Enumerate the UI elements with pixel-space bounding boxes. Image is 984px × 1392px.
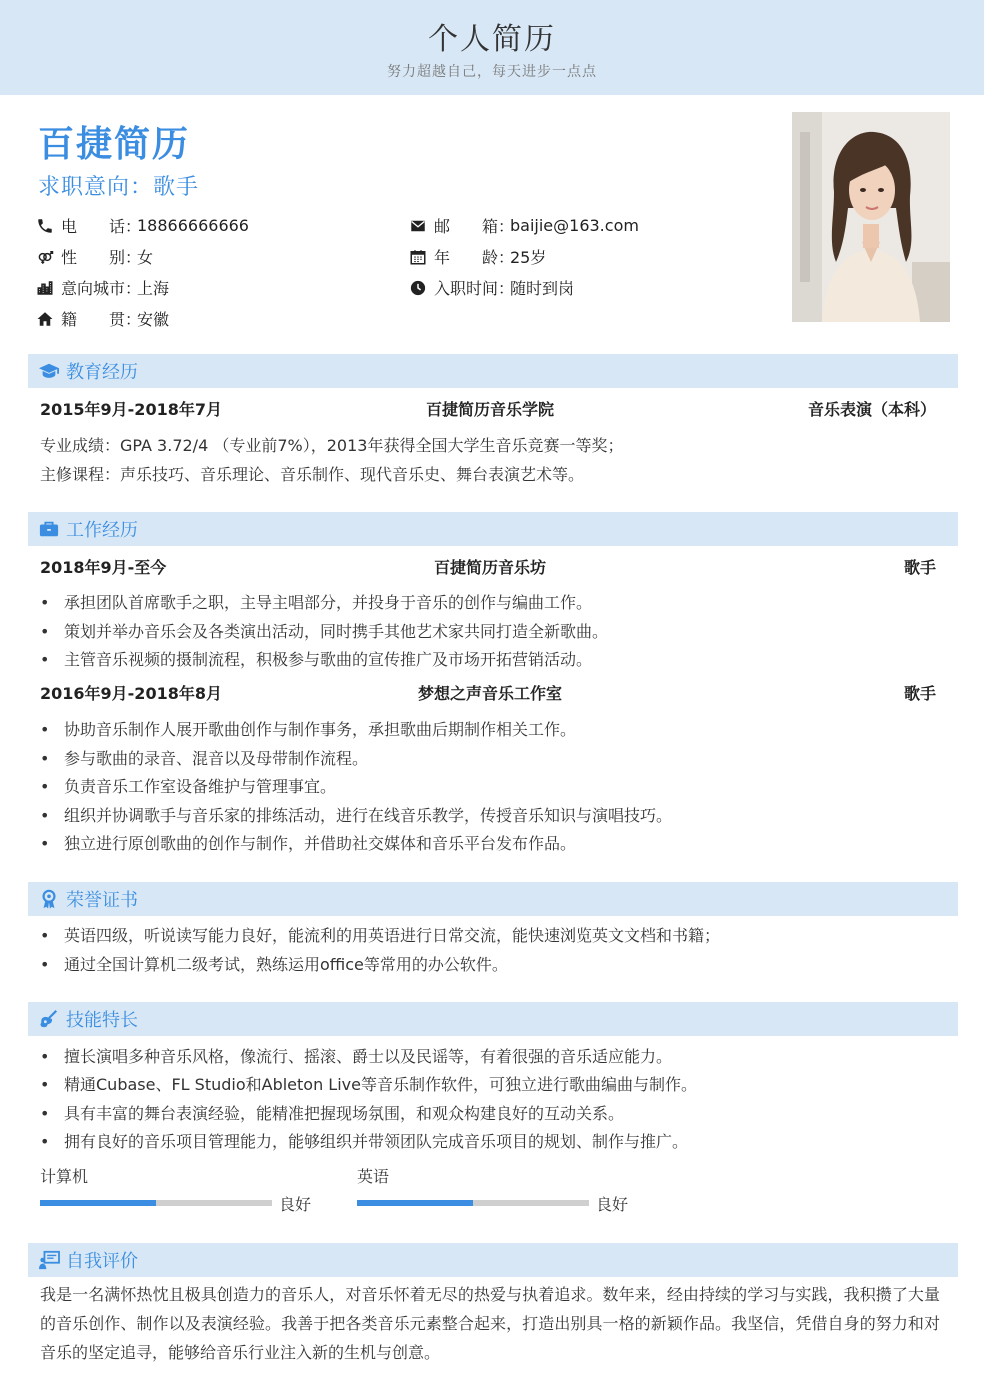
phone-icon [36,217,54,235]
honor-item: • 英语四级，听说读写能力良好，能流利的用英语进行日常交流，能快速浏览英文文档和书籍； [40,923,720,946]
section-skills-header [28,1002,958,1036]
skill-level-fill [357,1200,473,1206]
phone-value: 18866666666 [137,216,249,235]
gender-label: 性 别： [61,248,142,267]
work-item: • 主管音乐视频的摄制流程，积极参与歌曲的宣传推广及市场开拓营销活动。 [40,647,592,670]
start-field [409,276,574,299]
section-education-header [28,354,958,388]
job-objective: 求职意向：歌手 [38,175,200,200]
candidate-name: 百捷简历 [38,124,191,165]
honor-item: • 通过全国计算机二级考试，熟练运用office等常用的办公软件。 [40,952,508,975]
gender-value: 女 [137,248,154,267]
profile-photo [792,112,950,322]
home-icon [36,310,54,328]
section-honors-title: 荣誉证书 [66,890,138,911]
education-degree: 音乐表演（本科） [807,400,936,419]
age-value: 25岁 [510,248,547,267]
start-value: 随时到岗 [510,279,575,298]
work-item: • 独立进行原创歌曲的创作与制作，并借助社交媒体和音乐平台发布作品。 [40,831,576,854]
work-role: 歌手 [903,684,936,703]
section-honors-header [28,882,958,916]
city-label: 意向城市： [61,279,142,298]
work-period: 2016年9月-2018年8月 [40,684,222,703]
age-label: 年 龄： [434,248,515,267]
origin-field [36,307,169,330]
email-value: baijie@163.com [510,216,639,235]
age-field [409,245,546,268]
skill-item: • 擅长演唱多种音乐风格，像流行、摇滚、爵士以及民谣等，有着很强的音乐适应能力。 [40,1044,672,1067]
envelope-icon [409,217,427,235]
skill-level-text: 良好 [279,1195,312,1214]
work-item: • 策划并举办音乐会及各类演出活动，同时携手其他艺术家共同打造全新歌曲。 [40,619,608,642]
education-row [40,397,940,421]
city-icon [36,279,54,297]
start-label: 入职时间： [434,279,515,298]
work-company: 梦想之声音乐工作室 [417,684,562,703]
page-title: 个人简历 [428,22,556,57]
city-field [36,276,169,299]
guitar-icon [38,1009,60,1029]
section-work-title: 工作经历 [66,520,138,541]
work-item: • 负责音乐工作室设备维护与管理事宜。 [40,774,336,797]
award-icon [38,889,60,909]
education-period: 2015年9月-2018年7月 [40,400,222,419]
calendar-icon [409,248,427,266]
work-row [40,681,940,705]
graduation-cap-icon [38,361,60,381]
phone-label: 电 话： [61,217,142,236]
skill-level-name: 英语 [357,1167,390,1186]
top-banner [0,0,984,95]
city-value: 上海 [137,279,170,298]
origin-label: 籍 贯： [61,310,142,329]
page-slogan: 努力超越自己，每天进步一点点 [387,64,597,80]
email-label: 邮 箱： [434,217,515,236]
self-evaluation-text: 我是一名满怀热忱且极具创造力的音乐人，对音乐怀着无尽的热爱与执着追求。数年来，经由持续的学习与实践，我积攒了大量的音乐创作、制作以及表演经验。我善于把各类音乐元素整合起来，打造出别具一格的新颖作品。我坚信，凭借自身的努力和对音乐的坚定追寻，能够给音乐行业注入新的生机与创意。 [40,1285,940,1362]
education-line: 主修课程：声乐技巧、音乐理论、音乐制作、现代音乐史、舞台表演艺术等。 [40,465,585,484]
skill-item: • 精通Cubase、FL Studio和Ableton Live等音乐制作软件，可独立进行歌曲编曲与制作。 [40,1072,697,1095]
origin-value: 安徽 [137,310,170,329]
section-self-title: 自我评价 [66,1251,138,1272]
presentation-icon [38,1250,60,1270]
work-period: 2018年9月-至今 [40,558,167,577]
work-item: • 承担团队首席歌手之职，主导主唱部分，并投身于音乐的创作与编曲工作。 [40,590,592,613]
work-company: 百捷简历音乐坊 [433,558,546,577]
work-item: • 参与歌曲的录音、混音以及母带制作流程。 [40,746,368,769]
work-item: • 组织并协调歌手与音乐家的排练活动，进行在线音乐教学，传授音乐知识与演唱技巧。 [40,803,672,826]
skill-item: • 拥有良好的音乐项目管理能力，能够组织并带领团队完成音乐项目的规划、制作与推广。 [40,1129,688,1152]
skill-level-fill [40,1200,156,1206]
education-school: 百捷简历音乐学院 [425,400,554,419]
briefcase-icon [38,519,60,539]
work-role: 歌手 [903,558,936,577]
section-self-header [28,1243,958,1277]
section-education-title: 教育经历 [66,362,138,383]
skill-level-bar [357,1200,589,1206]
clock-icon [409,279,427,297]
work-item: • 协助音乐制作人展开歌曲创作与制作事务，承担歌曲后期制作相关工作。 [40,717,576,740]
education-line: 专业成绩：GPA 3.72/4 （专业前7%），2013年获得全国大学生音乐竞赛一等奖； [40,436,624,455]
phone-field [36,214,249,237]
skill-level-text: 良好 [596,1195,629,1214]
gender-field [36,245,153,268]
skill-level-name: 计算机 [40,1167,89,1186]
email-field [409,214,639,237]
section-work-header [28,512,958,546]
gender-icon [36,248,54,266]
skill-item: • 具有丰富的舞台表演经验，能精准把握现场氛围，和观众构建良好的互动关系。 [40,1101,624,1124]
work-row [40,555,940,579]
skill-level-bar [40,1200,272,1206]
section-skills-title: 技能特长 [66,1010,138,1031]
